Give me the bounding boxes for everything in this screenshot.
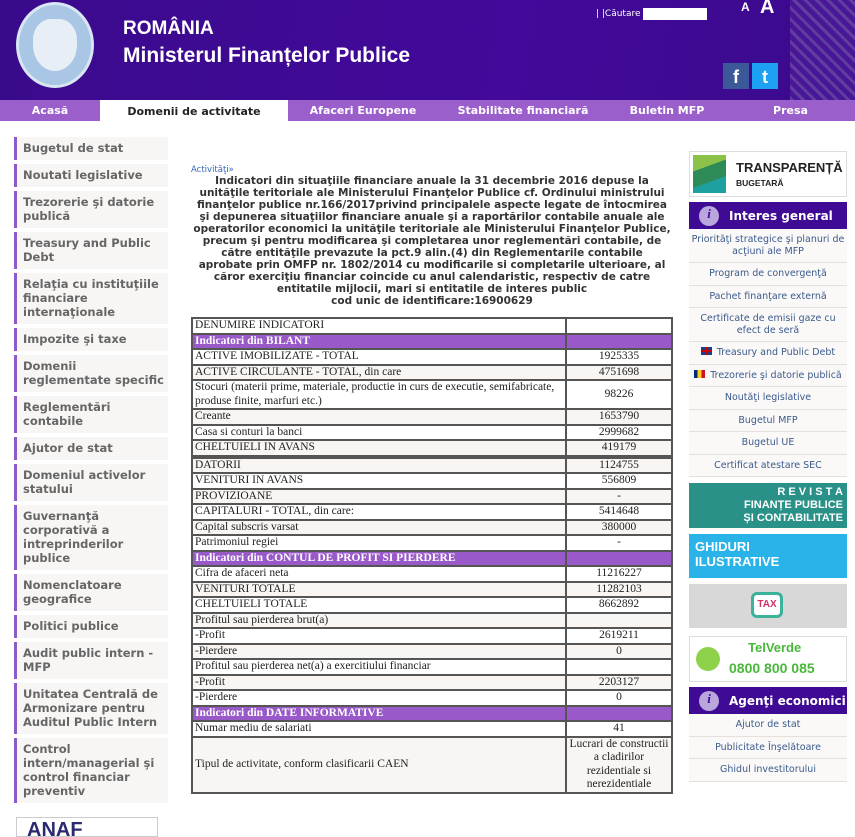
interes-general-header — [689, 202, 847, 229]
table-row — [192, 318, 672, 334]
indicator-name: VENITURI TOTALE — [192, 582, 566, 598]
indicator-name: Capital subscris varsat — [192, 520, 566, 536]
indicator-name: ACTIVE IMOBILIZATE - TOTAL — [192, 349, 566, 365]
table-row — [192, 409, 672, 425]
banner-line: R E V I S T A — [777, 486, 843, 498]
indicator-value: 380000 — [566, 520, 672, 536]
table-row — [192, 535, 672, 551]
indicators-table — [191, 317, 673, 794]
interes-link[interactable] — [689, 387, 847, 410]
indicator-name: Numar mediu de salariati — [192, 721, 566, 737]
sidebar-item[interactable]: Control intern/managerial şi control financiar preventiv — [14, 738, 168, 803]
table-row — [192, 721, 672, 737]
table-row — [192, 566, 672, 582]
indicator-value: 41 — [566, 721, 672, 737]
link-label: Priorităţi strategice şi planuri de acţiuni ale MFP — [691, 234, 845, 257]
table-row — [192, 690, 672, 706]
indicator-value: 98226 — [566, 380, 672, 409]
indicator-value — [566, 318, 672, 334]
section-row — [192, 334, 672, 350]
section-row — [192, 551, 672, 567]
sidebar-item[interactable]: Unitatea Centrală de Armonizare pentru Auditul Public Intern — [14, 683, 168, 734]
indicator-name: Indicatori din CONTUL DE PROFIT SI PIERDERE — [192, 551, 566, 567]
ministry-seal-logo[interactable] — [16, 2, 94, 88]
banner-line: TRANSPARENȚĂ — [736, 160, 843, 175]
table-row — [192, 489, 672, 505]
cui-text: cod unic de identificare:16900629 — [331, 295, 533, 307]
table-row — [192, 520, 672, 536]
agenti-link[interactable]: Ajutor de stat — [689, 714, 847, 737]
main-nav — [0, 100, 855, 121]
sidebar-item[interactable]: Politici publice — [14, 615, 168, 638]
interes-link[interactable] — [689, 229, 847, 263]
banner-line: GHIDURI — [695, 539, 750, 554]
indicator-name: CHELTUIELI IN AVANS — [192, 440, 566, 456]
interes-link[interactable] — [689, 410, 847, 433]
link-label: Treasury and Public Debt — [716, 347, 836, 358]
indicator-name: -Pierdere — [192, 644, 566, 660]
table-row — [192, 365, 672, 381]
indicator-name: PROVIZIOANE — [192, 489, 566, 505]
indicator-name: CAPITALURI - TOTAL, din care: — [192, 504, 566, 520]
indicator-name: Patrimoniul regiei — [192, 535, 566, 551]
sidebar — [14, 137, 168, 837]
table-row — [192, 659, 672, 675]
facebook-icon[interactable]: f — [723, 63, 749, 89]
font-small-button[interactable]: A — [741, 0, 750, 14]
section-row — [192, 706, 672, 722]
indicator-value: 8662892 — [566, 597, 672, 613]
interes-link[interactable] — [689, 342, 847, 365]
link-label: Certificat atestare SEC — [714, 459, 822, 471]
sidebar-item[interactable]: Audit public intern - MFP — [14, 642, 168, 679]
nav-tab[interactable]: Stabilitate financiară — [457, 104, 589, 117]
telverde-number: 0800 800 085 — [729, 660, 815, 676]
indicator-name: Profitul sau pierderea net(a) a exercitiului financiar — [192, 659, 566, 675]
indicator-name: Indicatori din DATE INFORMATIVE — [192, 706, 566, 722]
indicator-name: Casa si conturi la banci — [192, 425, 566, 441]
interes-link[interactable] — [689, 432, 847, 455]
nav-tab[interactable]: Presa — [773, 104, 808, 117]
romania-flag-icon — [694, 370, 705, 378]
main-content — [191, 151, 673, 794]
nav-tab[interactable]: Buletin MFP — [629, 104, 705, 117]
indicator-name: Creante — [192, 409, 566, 425]
table-row — [192, 440, 672, 456]
indicator-value: 11216227 — [566, 566, 672, 582]
nav-tab[interactable]: Domenii de activitate — [100, 100, 288, 124]
agenti-economici-list — [689, 714, 847, 782]
banner-line: ȘI CONTABILITATE — [743, 512, 843, 524]
indicator-value: 556809 — [566, 473, 672, 489]
sidebar-item[interactable]: Guvernanţă corporativă a intreprinderilor publice — [14, 505, 168, 570]
box-title: Agenţi economici — [729, 693, 846, 708]
indicator-value: 2999682 — [566, 425, 672, 441]
taxedu-banner[interactable] — [689, 584, 847, 628]
indicator-value: 1653790 — [566, 409, 672, 425]
indicator-name: -Profit — [192, 628, 566, 644]
sidebar-item[interactable]: Treasury and Public Debt — [14, 232, 168, 269]
indicator-name: -Pierdere — [192, 690, 566, 706]
link-label: Trezorerie şi datorie publică — [710, 369, 842, 381]
anaf-logo[interactable]: ANAF — [16, 817, 158, 837]
sidebar-item[interactable]: Trezorerie şi datorie publică — [14, 191, 168, 228]
sidebar-item[interactable]: Impozite şi taxe — [14, 328, 168, 351]
telverde-banner[interactable] — [689, 636, 847, 682]
indicator-value — [566, 659, 672, 675]
indicator-value — [566, 613, 672, 629]
indicator-value: 419179 — [566, 440, 672, 456]
sidebar-item[interactable]: Ajutor de stat — [14, 437, 168, 460]
table-row — [192, 628, 672, 644]
link-label: Pachet finanţare externă — [709, 290, 827, 302]
indicator-name: -Profit — [192, 675, 566, 691]
agenti-economici-header — [689, 687, 847, 714]
table-row — [192, 613, 672, 629]
indicator-name: DENUMIRE INDICATORI — [192, 318, 566, 334]
indicator-value: Lucrari de constructii a cladirilor rezidentiale si nerezidentiale — [566, 737, 672, 793]
indicator-value: 2619211 — [566, 628, 672, 644]
interes-link[interactable] — [689, 308, 847, 342]
revista-banner[interactable] — [689, 483, 847, 528]
indicator-value: 5414648 — [566, 504, 672, 520]
table-row — [192, 473, 672, 489]
table-row — [192, 458, 672, 474]
table-row — [192, 425, 672, 441]
sidebar-item[interactable]: Relaţia cu instituţiile financiare internaţionale — [14, 273, 168, 324]
indicator-name: ACTIVE CIRCULANTE - TOTAL, din care — [192, 365, 566, 381]
table-row — [192, 644, 672, 660]
font-large-button[interactable]: A — [760, 0, 775, 18]
transparenta-bugetara-banner[interactable] — [689, 151, 847, 197]
table-row — [192, 380, 672, 409]
site-country: ROMÂNIA — [123, 18, 214, 39]
interes-link[interactable] — [689, 263, 847, 286]
nav-tab[interactable]: Acasă — [31, 104, 69, 117]
link-label: Noutăţi legislative — [724, 392, 812, 403]
indicator-value — [566, 334, 672, 350]
sidebar-item[interactable]: Nomenclatoare geografice — [14, 574, 168, 611]
search-label: | |Căutare — [596, 9, 641, 19]
indicator-value: 1124755 — [566, 458, 672, 474]
interes-link[interactable] — [689, 455, 847, 478]
link-label: Bugetul UE — [741, 437, 795, 448]
header-decoration — [790, 0, 855, 100]
indicator-value: - — [566, 489, 672, 505]
sidebar-item[interactable]: Reglementări contabile — [14, 396, 168, 433]
table-row — [192, 675, 672, 691]
indicator-value: 4751698 — [566, 365, 672, 381]
sidebar-items — [14, 137, 168, 803]
indicator-value: 11282103 — [566, 582, 672, 598]
indicator-name: Profitul sau pierderea brut(a) — [192, 613, 566, 629]
interes-link[interactable] — [689, 286, 847, 309]
indicator-name: Indicatori din BILANT — [192, 334, 566, 350]
info-icon: i — [699, 206, 719, 226]
indicator-name: DATORII — [192, 458, 566, 474]
link-label: Bugetul MFP — [738, 414, 798, 426]
indicator-value: 0 — [566, 690, 672, 706]
search-box — [596, 8, 707, 20]
link-label: Certificate de emisii gaze cu efect de seră — [700, 313, 836, 336]
info-icon: i — [699, 691, 719, 711]
sidebar-item[interactable]: Bugetul de stat — [14, 137, 168, 160]
table-row — [192, 349, 672, 365]
sidebar-item[interactable]: Noutati legislative — [14, 164, 168, 187]
site-header — [0, 0, 855, 100]
box-title: Interes general — [729, 208, 833, 223]
indicator-name: Tipul de activitate, conform clasificarii CAEN — [192, 737, 566, 793]
breadcrumb[interactable]: Activităţi» — [191, 165, 234, 175]
banner-line: BUGETARĂ — [736, 178, 784, 188]
indicator-name: Stocuri (materii prime, materiale, productie in curs de executie, semifabricate, produse finite, marfuri etc.) — [192, 380, 566, 409]
indicator-value — [566, 706, 672, 722]
indicator-value: 2203127 — [566, 675, 672, 691]
table-row — [192, 737, 672, 793]
tax-edu-icon: TAX — [751, 592, 783, 618]
table-row — [192, 597, 672, 613]
table-row — [192, 582, 672, 598]
link-label: Program de convergenţă — [709, 268, 827, 279]
indicator-value — [566, 551, 672, 567]
indicator-value: - — [566, 535, 672, 551]
phone-icon — [696, 647, 720, 671]
banner-line: FINANȚE PUBLICE — [744, 499, 843, 511]
indicator-name: CHELTUIELI TOTALE — [192, 597, 566, 613]
agenti-link[interactable]: Ghidul investitorului — [689, 759, 847, 782]
interes-general-list — [689, 229, 847, 477]
twitter-icon[interactable]: t — [752, 63, 778, 89]
indicator-name: Cifra de afaceri neta — [192, 566, 566, 582]
telverde-name: TelVerde — [748, 640, 802, 655]
indicator-value: 0 — [566, 644, 672, 660]
transparenta-logo-icon — [693, 155, 726, 193]
site-title[interactable]: Ministerul Finanțelor Publice — [123, 44, 411, 67]
sidebar-item[interactable]: Domeniul activelor statului — [14, 464, 168, 501]
nav-tab[interactable]: Afaceri Europene — [309, 104, 417, 117]
uk-flag-icon — [701, 347, 712, 355]
ghiduri-banner[interactable] — [689, 534, 847, 578]
indicator-name: VENITURI IN AVANS — [192, 473, 566, 489]
page-title — [191, 175, 673, 307]
sidebar-item[interactable]: Domenii reglementate specific — [14, 355, 168, 392]
banner-line: ILUSTRATIVE — [695, 554, 780, 569]
interes-link[interactable] — [689, 365, 847, 388]
title-text: Indicatori din situaţiile financiare anuale la 31 decembrie 2016 depuse la unităţile teritoriale ale Ministerului Finanţelor Publice cf. Ordinului ministrului finanţelor publice nr.166/2017privind principalele aspecte legate de întocmirea şi depunerea situaţiilor financiare anuale şi a raportărilor contabile anuale ale operatorilor economici la unităţile teritoriale ale Ministerului Finanţelor Publice, precum şi pentru modificarea şi completarea unor reglementări contabile, de către entităţile prevazute la pct.9 alin.(4) din Reglementarile contabile aprobate prin OMFP nr. 1802/2014 cu modificarile si completarile ulterioare, al căror exerciţiu financiar coincide cu anul calendaristic, respectiv de catre entitatile mijlocii, mari si entitatile de interes public — [193, 175, 671, 295]
agenti-link[interactable]: Publicitate Înşelătoare — [689, 737, 847, 760]
right-column — [689, 151, 847, 782]
indicator-value: 1925335 — [566, 349, 672, 365]
table-row — [192, 504, 672, 520]
search-input[interactable] — [643, 8, 707, 20]
